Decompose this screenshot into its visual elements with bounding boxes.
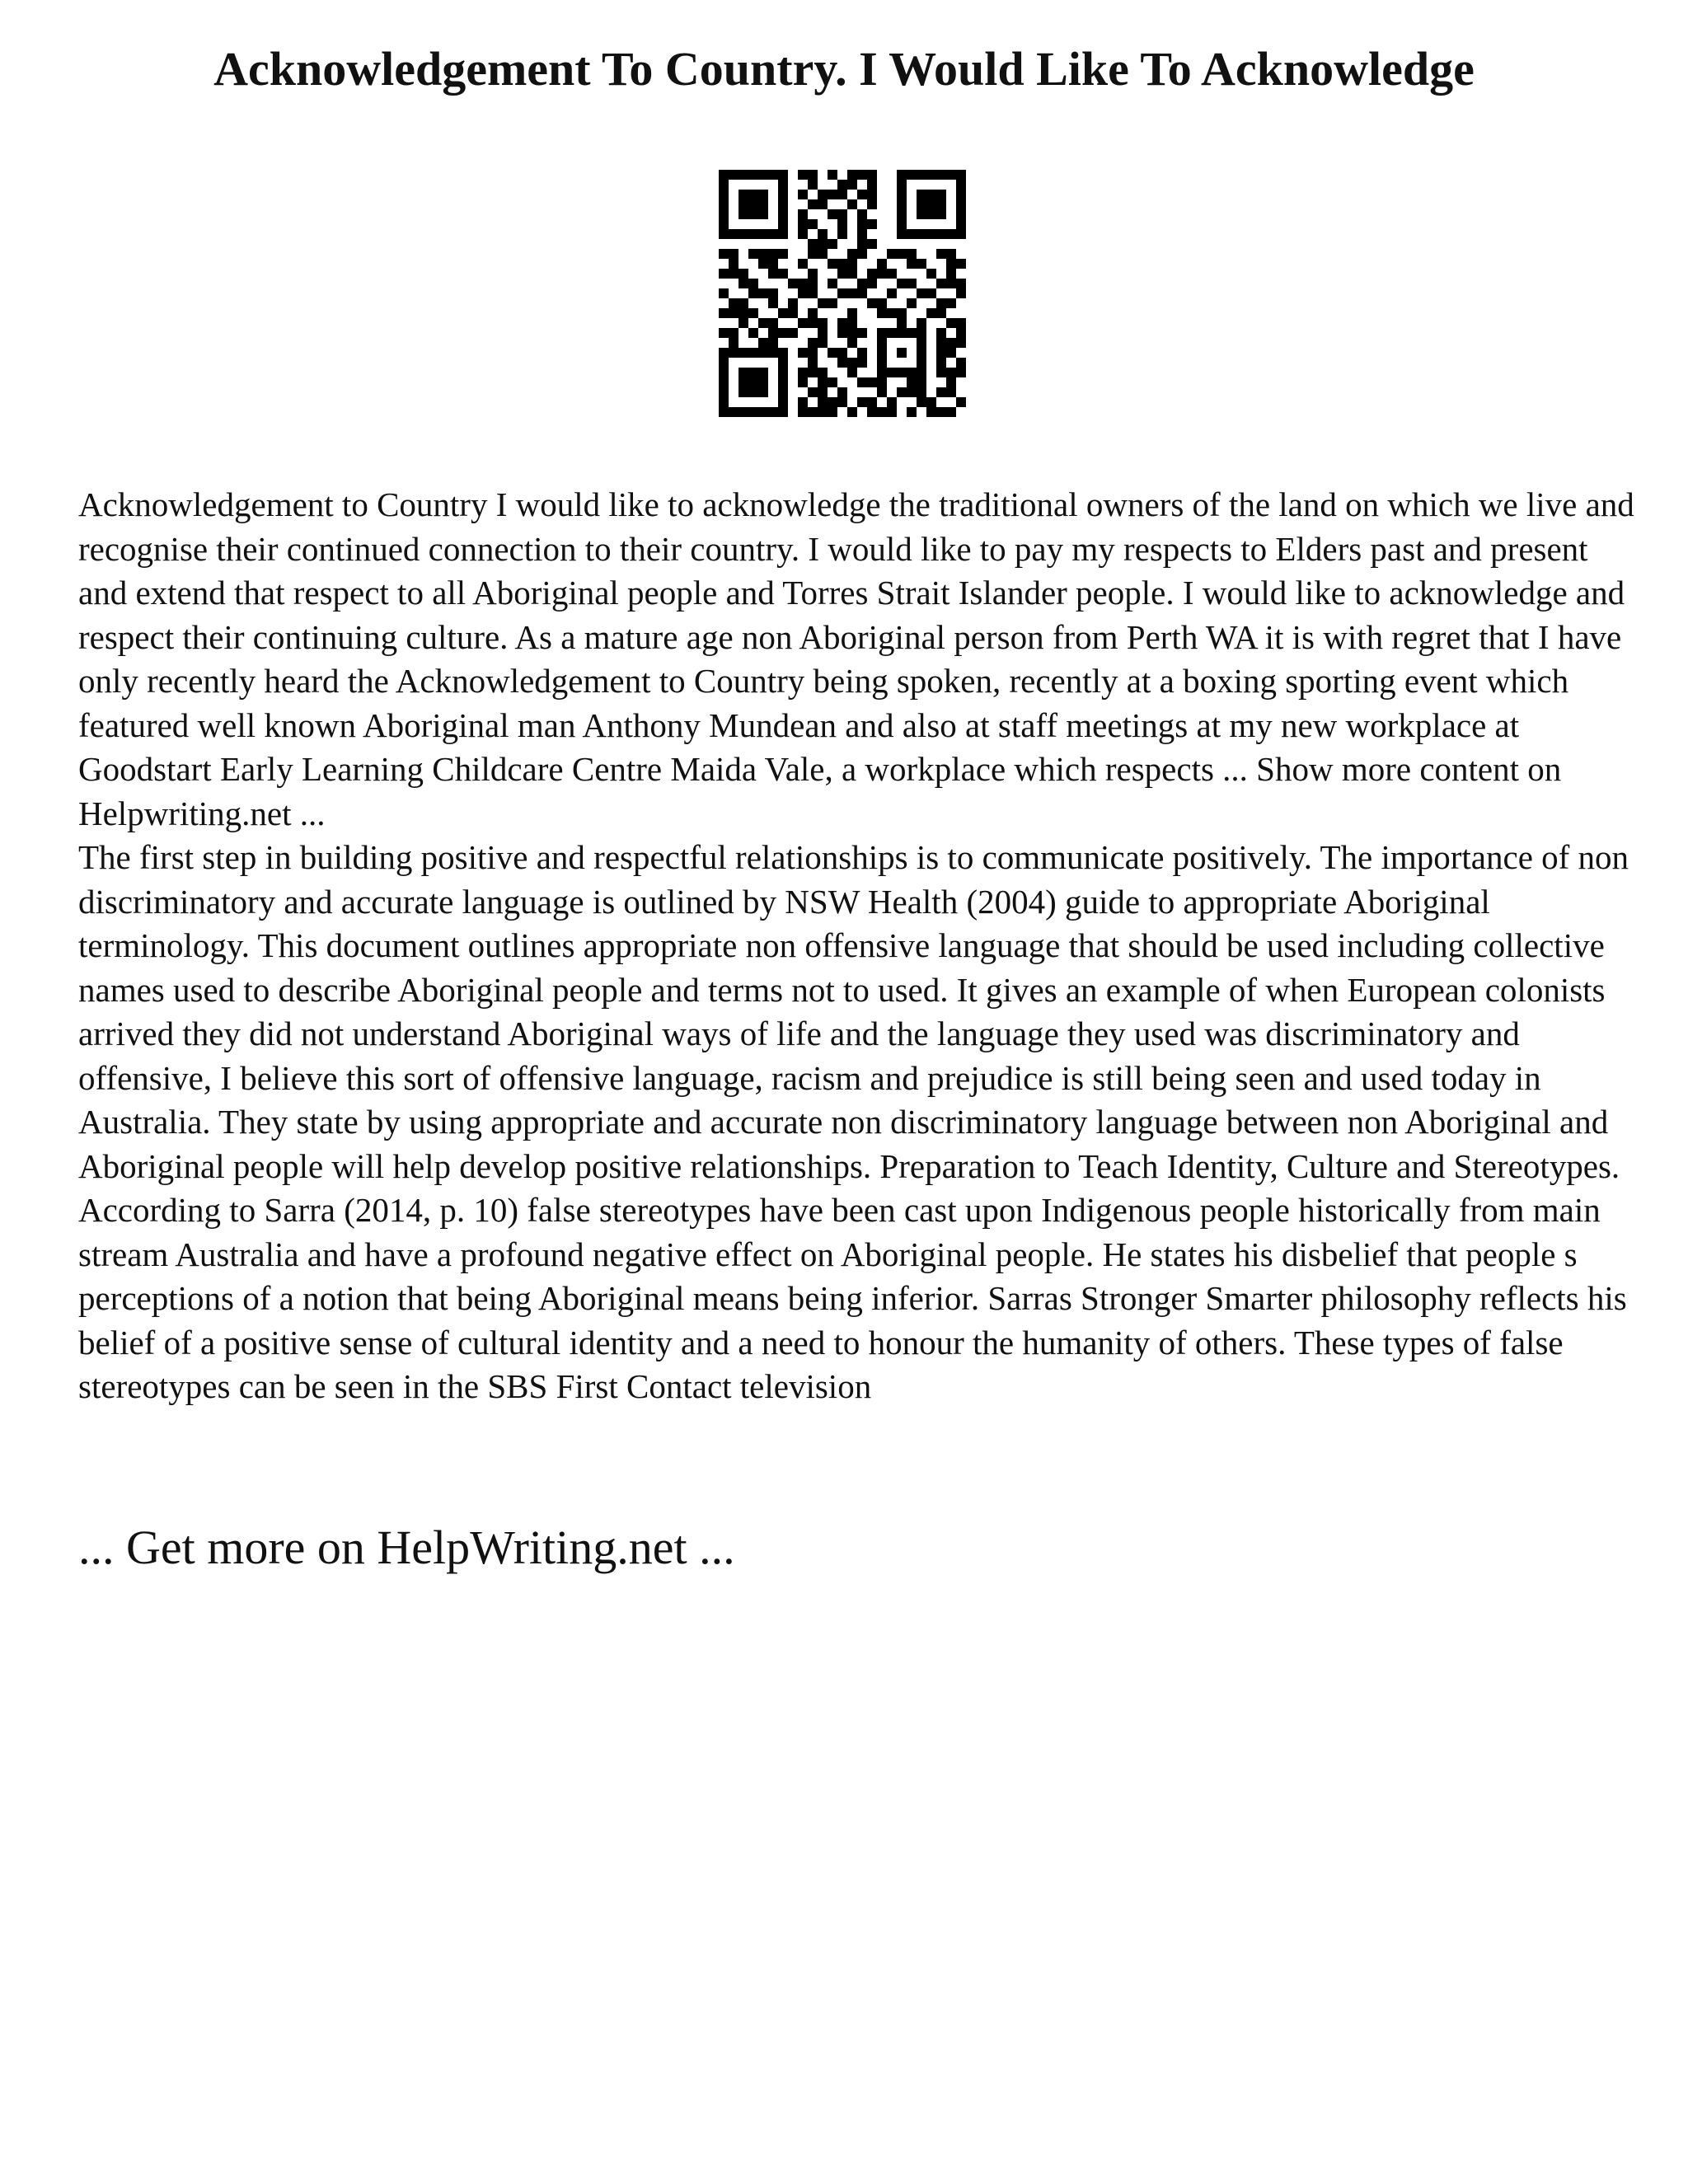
paragraph-1: Acknowledgement to Country I would like to acknowledge the traditional owners of the land on which we live and recognise their continued connection to their country. I would like to pay my respects to Elders past and present and extend that respect to all Aboriginal people and Torres Strait Islander people. I would like to acknowledge and respect their continuing culture. As a mature age non Aboriginal person from Perth WA it is with regret that I have only recently heard the Acknowledgement to Country being spoken, recently at a boxing sporting event which featured well known Aboriginal man Anthony Mundean and also at staff meetings at my new workplace at Goodstart Early Learning Childcare Centre Maida Vale, a workplace which respects ... Show more content on Helpwriting.net ... xyxy=(78,485,1634,832)
article-body xyxy=(78,483,1636,1409)
get-more-link[interactable]: ... Get more on HelpWriting.net ... xyxy=(78,1521,735,1574)
qr-code-icon xyxy=(719,170,966,417)
page-title: Acknowledgement To Country. I Would Like To Acknowledge xyxy=(213,42,1475,96)
paragraph-2: The first step in building positive and respectful relationships is to communicate positively. The importance of non discriminatory and accurate language is outlined by NSW Health (2004) guide to appropriate Aboriginal terminology. This document outlines appropriate non offensive language that should be used including collective names used to describe Aboriginal people and terms not to used. It gives an example of when European colonists arrived they did not understand Aboriginal ways of life and the language they used was discriminatory and offensive, I believe this sort of offensive language, racism and prejudice is still being seen and used today in Australia. They state by using appropriate and accurate non discriminatory language between non Aboriginal and Aboriginal people will help develop positive relationships. Preparation to Teach Identity, Culture and Stereotypes. According to Sarra (2014, p. 10) false stereotypes have been cast upon Indigenous people historically from main stream Australia and have a profound negative effect on Aboriginal people. He states his disbelief that people s perceptions of a notion that being Aboriginal means being inferior. Sarras Stronger Smarter philosophy reflects his belief of a positive sense of cultural identity and a need to honour the humanity of others. These types of false stereotypes can be seen in the SBS First Contact television xyxy=(78,838,1629,1405)
